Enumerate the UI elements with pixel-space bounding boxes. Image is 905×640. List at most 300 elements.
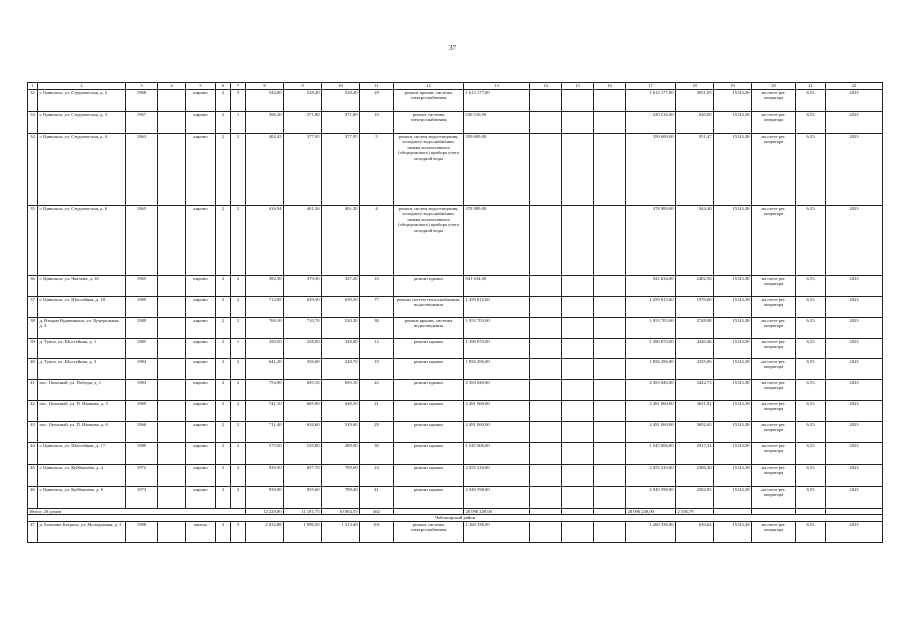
cell-contrib: 6,53 <box>796 400 826 421</box>
cell-cost-sqm: 3692,65 <box>676 421 714 442</box>
cell-material: кирпич <box>186 379 216 400</box>
cell-material: кирпич <box>186 358 216 379</box>
cell-area-res: 379,30 <box>284 275 322 296</box>
cell-floors: 2 <box>216 464 231 486</box>
cell-entrances: 2 <box>231 400 246 421</box>
cell-year-end: 2023 <box>826 358 883 379</box>
cell-area-total: 711,40 <box>246 421 284 442</box>
cell-cost-fund: 230 516,00 <box>626 111 676 133</box>
cell-cost-fund: 1 612 177,00 <box>626 89 676 111</box>
cell-empty <box>530 400 562 421</box>
table-row <box>28 133 883 205</box>
cell-residents: 28 <box>360 421 394 442</box>
cell-area-own: 695,10 <box>322 379 360 400</box>
cell-year: 1965 <box>126 275 158 296</box>
total-label: Итого: 20 домов <box>28 508 246 515</box>
cell-empty <box>158 421 186 442</box>
cell-address: г. Цивильск, ул. Студенческая, д. 3 <box>38 111 126 133</box>
cell-year: 1965 <box>126 205 158 275</box>
column-number-header <box>28 83 883 90</box>
total-area-owned: 10 004,55 <box>322 508 360 515</box>
cell-empty <box>158 521 186 542</box>
cell-empty <box>530 442 562 464</box>
cell-area-own: 327,20 <box>322 275 360 296</box>
cell-address: пос. Опытный, ул. П. Иванова, д. 3 <box>38 400 126 421</box>
table-row <box>28 464 883 486</box>
cell-empty <box>530 508 562 515</box>
column-number-cell: 2 <box>38 83 126 90</box>
cell-contrib: 6,53 <box>796 205 826 275</box>
cell-year-end: 2023 <box>826 379 883 400</box>
cell-cost-sqm: 951,47 <box>676 133 714 205</box>
cell-year: 1973 <box>126 486 158 508</box>
cell-residents: 24 <box>360 464 394 486</box>
cell-cost-sqm: 2482,56 <box>676 275 714 296</box>
cell-empty <box>530 421 562 442</box>
cell-limit: 15143,38 <box>714 464 752 486</box>
cell-area-res: 377,95 <box>284 133 322 205</box>
cell-empty <box>530 133 562 205</box>
cell-empty <box>562 296 594 317</box>
column-number-cell: 16 <box>594 83 626 90</box>
cell-empty <box>594 486 626 508</box>
cell-material: кирпич <box>186 464 216 486</box>
cell-year-end: 2023 <box>826 275 883 296</box>
cell-area-own: 789,60 <box>322 464 360 486</box>
cell-material: кирпич <box>186 317 216 338</box>
table-row <box>28 317 883 338</box>
cell-entrances: 1 <box>231 338 246 358</box>
cell-area-own: 789,40 <box>322 486 360 508</box>
cell-limit: 15143,38 <box>714 421 752 442</box>
cell-floors: 2 <box>216 133 231 205</box>
cell-cost-sqm: 944,40 <box>676 205 714 275</box>
cell-n: 33 <box>28 111 38 133</box>
cell-area-total: 741,10 <box>246 400 284 421</box>
cell-cost-sqm: 2394,95 <box>676 486 714 508</box>
cell-area-total: 939,00 <box>246 486 284 508</box>
cell-cost-sqm: 3631,81 <box>676 400 714 421</box>
cell-empty <box>530 89 562 111</box>
cell-floors: 2 <box>216 358 231 379</box>
cell-contrib: 6,53 <box>796 421 826 442</box>
cell-area-total: 350,50 <box>246 338 284 358</box>
cell-empty <box>562 275 594 296</box>
cell-empty <box>530 317 562 338</box>
cell-limit: 15143,38 <box>714 275 752 296</box>
cell-address: д. Большие Катраси, ул. Молодежная, д. 3 <box>38 521 126 542</box>
cell-empty <box>562 133 594 205</box>
cell-cost-fund: 2 491 060,00 <box>626 421 676 442</box>
cell-material: кирпич <box>186 133 216 205</box>
section-title: Чебоксарский район <box>28 515 883 522</box>
cell-entrances: 2 <box>231 317 246 338</box>
cell-area-own: 639,50 <box>322 296 360 317</box>
cell-material: кирпич <box>186 89 216 111</box>
cell-area-res: 1 996,50 <box>284 521 322 542</box>
housing-repair-register-table <box>27 82 883 543</box>
cell-material: кирпич <box>186 205 216 275</box>
total-cost: 28 096 249,00 <box>464 508 530 515</box>
cell-limit: 15143,38 <box>714 400 752 421</box>
cell-year-end: 2023 <box>826 521 883 542</box>
table-row <box>28 521 883 542</box>
cell-empty <box>594 421 626 442</box>
cell-contrib: 6,53 <box>796 442 826 464</box>
cell-cost: 230 516,00 <box>464 111 530 133</box>
cell-floors: 2 <box>216 486 231 508</box>
table-row <box>28 89 883 111</box>
cell-year-end: 2023 <box>826 486 883 508</box>
cell-empty <box>530 338 562 358</box>
cell-area-own: 1 313,40 <box>322 521 360 542</box>
cell-year-end: 2023 <box>826 464 883 486</box>
cell-area-own: 401,30 <box>322 205 360 275</box>
cell-n: 37 <box>28 296 38 317</box>
cell-entrances: 3 <box>231 486 246 508</box>
cell-cost: 1 612 177,00 <box>464 89 530 111</box>
cell-empty <box>158 464 186 486</box>
cell-empty <box>530 111 562 133</box>
cell-residents: 41 <box>360 486 394 508</box>
cell-floors: 2 <box>216 442 231 464</box>
column-number-cell: 9 <box>284 83 322 90</box>
cell-method: на счете рег. оператора <box>752 338 796 358</box>
cell-empty <box>158 486 186 508</box>
cell-floors: 3 <box>216 521 231 542</box>
cell-limit: 15143,38 <box>714 338 752 358</box>
cell-year-end: 2023 <box>826 421 883 442</box>
cell-empty <box>158 111 186 133</box>
cell-address: г. Цивильск, ул. Студенческая, д. 6 <box>38 205 126 275</box>
cell-n: 35 <box>28 205 38 275</box>
cell-contrib: 6,53 <box>796 486 826 508</box>
cell-material: кирпич <box>186 338 216 358</box>
cell-works: ремонт систем водоотведения, холодного водоснабжения, замена коллективного (общедомового) прибора учета холодной воды <box>394 133 464 205</box>
cell-area-own: 328,00 <box>322 338 360 358</box>
cell-year: 1985 <box>126 338 158 358</box>
cell-n: 39 <box>28 338 38 358</box>
cell-cost: 941 634,00 <box>464 275 530 296</box>
cell-empty <box>594 205 626 275</box>
cell-entrances: 2 <box>231 275 246 296</box>
cell-empty <box>158 338 186 358</box>
cell-area-res: 328,00 <box>284 338 322 358</box>
cell-address: г. Цивильск, ул. Куйбышева, д. 6 <box>38 486 126 508</box>
column-number-cell: 19 <box>714 83 752 90</box>
cell-year-end: 2023 <box>826 400 883 421</box>
cell-area-res: 639,50 <box>284 296 322 317</box>
cell-area-res: 634,60 <box>284 421 322 442</box>
cell-floors: 2 <box>216 317 231 338</box>
cell-method: на счете рег. оператора <box>752 296 796 317</box>
cell-empty <box>158 89 186 111</box>
cell-n: 36 <box>28 275 38 296</box>
cell-year: 1989 <box>126 296 158 317</box>
cell-empty <box>594 89 626 111</box>
column-number-cell: 10 <box>322 83 360 90</box>
cell-contrib: 6,53 <box>796 464 826 486</box>
cell-residents: 21 <box>360 400 394 421</box>
cell-contrib: 6,53 <box>796 89 826 111</box>
cell-n: 46 <box>28 486 38 508</box>
cell-cost: 2 055 310,00 <box>464 464 530 486</box>
cell-area-total: 392,50 <box>246 275 284 296</box>
cell-cost: 1 545 606,00 <box>464 442 530 464</box>
cell-cost: 2 049 598,00 <box>464 486 530 508</box>
cell-year: 1983 <box>126 379 158 400</box>
cell-year-end: 2023 <box>826 205 883 275</box>
cell-n: 32 <box>28 89 38 111</box>
cell-cost: 359 609,00 <box>464 133 530 205</box>
cell-year-end: 2023 <box>826 111 883 133</box>
cell-limit: 15143,38 <box>714 358 752 379</box>
table-row <box>28 400 883 421</box>
cell-floors: 2 <box>216 296 231 317</box>
cell-residents: 19 <box>360 358 394 379</box>
cell-area-total: 939,50 <box>246 464 284 486</box>
cell-area-total: 754,90 <box>246 379 284 400</box>
column-number-cell: 3 <box>126 83 158 90</box>
cell-floors: 2 <box>216 205 231 275</box>
cell-material: кирпич <box>186 400 216 421</box>
cell-area-own: 377,95 <box>322 133 360 205</box>
cell-contrib: 6,53 <box>796 296 826 317</box>
cell-entrances: 2 <box>231 296 246 317</box>
cell-works: ремонт системы электроснабжения <box>394 521 464 542</box>
cell-cost: 2 491 060,00 <box>464 400 530 421</box>
cell-address: д. Вторые Вурманкасы, ул. Центральная, д. 3 <box>38 317 126 338</box>
cell-empty <box>594 521 626 542</box>
cell-entrances: 2 <box>231 205 246 275</box>
cell-floors: 2 <box>216 111 231 133</box>
cell-method: на счете рег. оператора <box>752 358 796 379</box>
cell-entrances: 2 <box>231 442 246 464</box>
cell-material: кирпич <box>186 275 216 296</box>
cell-empty <box>530 296 562 317</box>
cell-area-res: 710,70 <box>284 317 322 338</box>
cell-works: ремонт крыши <box>394 358 464 379</box>
cell-area-total: 575,50 <box>246 442 284 464</box>
cell-n: 42 <box>28 400 38 421</box>
cell-area-res: 857,70 <box>284 464 322 486</box>
cell-n: 45 <box>28 464 38 486</box>
column-number-cell: 14 <box>530 83 562 90</box>
cell-area-res: 855,60 <box>284 486 322 508</box>
cell-entrances: 3 <box>231 464 246 486</box>
cell-cost-sqm: 620,00 <box>676 111 714 133</box>
cell-contrib: 6,53 <box>796 358 826 379</box>
page-number: 37 <box>449 44 456 52</box>
cell-n: 41 <box>28 379 38 400</box>
cell-n: 47 <box>28 521 38 542</box>
column-number-cell: 22 <box>826 83 883 90</box>
cell-n: 43 <box>28 421 38 442</box>
cell-year-end: 2023 <box>826 296 883 317</box>
cell-empty <box>594 317 626 338</box>
cell-cost-sqm: 2396,30 <box>676 464 714 486</box>
cell-limit: 15143,38 <box>714 521 752 542</box>
cell-floors: 2 <box>216 89 231 111</box>
cell-area-res: 685,90 <box>284 400 322 421</box>
cell-contrib: 6,53 <box>796 133 826 205</box>
cell-material: кирпич <box>186 442 216 464</box>
cell-cost: 1 953 703,00 <box>464 317 530 338</box>
cell-address: г. Цивильск, ул. Студенческая, д. 2 <box>38 89 126 111</box>
cell-area-res: 529,80 <box>284 442 322 464</box>
cell-area-own: 528,40 <box>322 89 360 111</box>
cell-works: ремонт систем теплоснабжения, водоотведения <box>394 296 464 317</box>
total-cost-per-sqm: 2 536,79 <box>676 508 714 515</box>
cell-address: г. Цивильск, ул. Чкалова, д. 10 <box>38 275 126 296</box>
cell-empty <box>594 358 626 379</box>
cell-works: ремонт крыши <box>394 442 464 464</box>
cell-entrances: 3 <box>231 89 246 111</box>
cell-area-own: 320,70 <box>322 358 360 379</box>
cell-residents: 30 <box>360 442 394 464</box>
cell-empty <box>752 508 796 515</box>
cell-entrances: 2 <box>231 133 246 205</box>
column-number-cell: 11 <box>360 83 394 90</box>
cell-material: кирпич <box>186 486 216 508</box>
cell-limit: 15143,38 <box>714 111 752 133</box>
cell-n: 38 <box>28 317 38 338</box>
cell-method: на счете рег. оператора <box>752 317 796 338</box>
cell-works: ремонт крыши, системы электроснабжения <box>394 89 464 111</box>
cell-empty <box>530 464 562 486</box>
cell-empty <box>158 133 186 205</box>
cell-method: на счете рег. оператора <box>752 442 796 464</box>
cell-empty <box>562 442 594 464</box>
cell-entrances: 2 <box>231 379 246 400</box>
cell-empty <box>158 205 186 275</box>
cell-empty <box>530 205 562 275</box>
cell-n: 34 <box>28 133 38 205</box>
cell-area-total: 714,09 <box>246 296 284 317</box>
table-row <box>28 442 883 464</box>
cell-area-total: 402,45 <box>246 133 284 205</box>
cell-area-own: 371,80 <box>322 111 360 133</box>
cell-works: ремонт крыши <box>394 486 464 508</box>
cell-cost-fund: 1 856 296,00 <box>626 358 676 379</box>
column-number-cell: 15 <box>562 83 594 90</box>
cell-method: на счете рег. оператора <box>752 464 796 486</box>
cell-empty <box>158 275 186 296</box>
cell-year: 1969 <box>126 400 158 421</box>
total-area-residential: 11 181,75 <box>284 508 322 515</box>
cell-n: 40 <box>28 358 38 379</box>
cell-year-end: 2023 <box>826 89 883 111</box>
cell-floors: 2 <box>216 379 231 400</box>
cell-address: д. Тувси, ул. Шоссейная, д. 1 <box>38 338 126 358</box>
column-number-cell: 1 <box>28 83 38 90</box>
cell-area-own: 519,60 <box>322 421 360 442</box>
cell-works: ремонт системы электроснабжения <box>394 111 464 133</box>
table-row <box>28 275 883 296</box>
cell-cost: 378 989,00 <box>464 205 530 275</box>
cell-year: 1966 <box>126 421 158 442</box>
cell-empty <box>530 358 562 379</box>
cell-year: 1967 <box>126 111 158 133</box>
cell-residents: 38 <box>360 317 394 338</box>
cell-entrances: 3 <box>231 521 246 542</box>
cell-limit: 15143,38 <box>714 442 752 464</box>
cell-method: на счете рег. оператора <box>752 379 796 400</box>
cell-floors: 2 <box>216 275 231 296</box>
cell-limit: 15143,38 <box>714 296 752 317</box>
cell-cost-fund: 2 393 040,00 <box>626 379 676 400</box>
total-row <box>28 508 883 515</box>
cell-cost-sqm: 3051,05 <box>676 89 714 111</box>
cell-material: кирпич <box>186 296 216 317</box>
cell-method: на счете рег. оператора <box>752 205 796 275</box>
total-cost-fund: 28 096 249,00 <box>626 508 676 515</box>
cell-address: г. Цивильск, ул. Студенческая, д. 4 <box>38 133 126 205</box>
cell-empty <box>530 379 562 400</box>
cell-empty <box>594 133 626 205</box>
cell-contrib: 6,53 <box>796 111 826 133</box>
cell-cost-sqm: 2917,34 <box>676 442 714 464</box>
table-row <box>28 111 883 133</box>
column-number-cell: 8 <box>246 83 284 90</box>
cell-empty <box>158 442 186 464</box>
cell-empty <box>562 338 594 358</box>
cell-cost-fund: 941 634,00 <box>626 275 676 296</box>
cell-empty <box>562 521 594 542</box>
cell-empty <box>562 508 594 515</box>
cell-residents: 101 <box>360 521 394 542</box>
column-number-cell: 21 <box>796 83 826 90</box>
cell-year: 1984 <box>126 358 158 379</box>
cell-limit: 15143,38 <box>714 379 752 400</box>
cell-area-own: 648,50 <box>322 400 360 421</box>
cell-area-res: 528,40 <box>284 89 322 111</box>
cell-method: на счете рег. оператора <box>752 400 796 421</box>
cell-residents: 29 <box>360 89 394 111</box>
cell-year: 1989 <box>126 442 158 464</box>
cell-residents: 10 <box>360 111 394 133</box>
cell-area-total: 416,94 <box>246 205 284 275</box>
cell-cost-fund: 378 989,00 <box>626 205 676 275</box>
cell-floors: 2 <box>216 338 231 358</box>
cell-year: 1989 <box>126 317 158 338</box>
cell-limit: 15143,38 <box>714 133 752 205</box>
column-number-cell: 12 <box>394 83 464 90</box>
cell-cost-fund: 2 049 598,00 <box>626 486 676 508</box>
cell-contrib: 6,53 <box>796 521 826 542</box>
total-area-total: 12 229,80 <box>246 508 284 515</box>
cell-cost-sqm: 2748,98 <box>676 317 714 338</box>
cell-year: 1963 <box>126 133 158 205</box>
cell-area-res: 401,30 <box>284 205 322 275</box>
cell-empty <box>394 508 464 515</box>
cell-entrances: 2 <box>231 421 246 442</box>
cell-area-res: 695,10 <box>284 379 322 400</box>
cell-cost-fund: 359 609,00 <box>626 133 676 205</box>
cell-address: г. Цивильск, ул. Шоссейная, д. 18 <box>38 296 126 317</box>
column-number-cell: 18 <box>676 83 714 90</box>
cell-year: 1988 <box>126 521 158 542</box>
cell-area-res: 371,80 <box>284 111 322 133</box>
cell-year: 1968 <box>126 89 158 111</box>
cell-residents: 77 <box>360 296 394 317</box>
cell-works: ремонт крыши <box>394 275 464 296</box>
column-number-cell: 20 <box>752 83 796 90</box>
cell-empty <box>594 464 626 486</box>
cell-contrib: 6,53 <box>796 317 826 338</box>
cell-empty <box>158 400 186 421</box>
cell-empty <box>562 400 594 421</box>
